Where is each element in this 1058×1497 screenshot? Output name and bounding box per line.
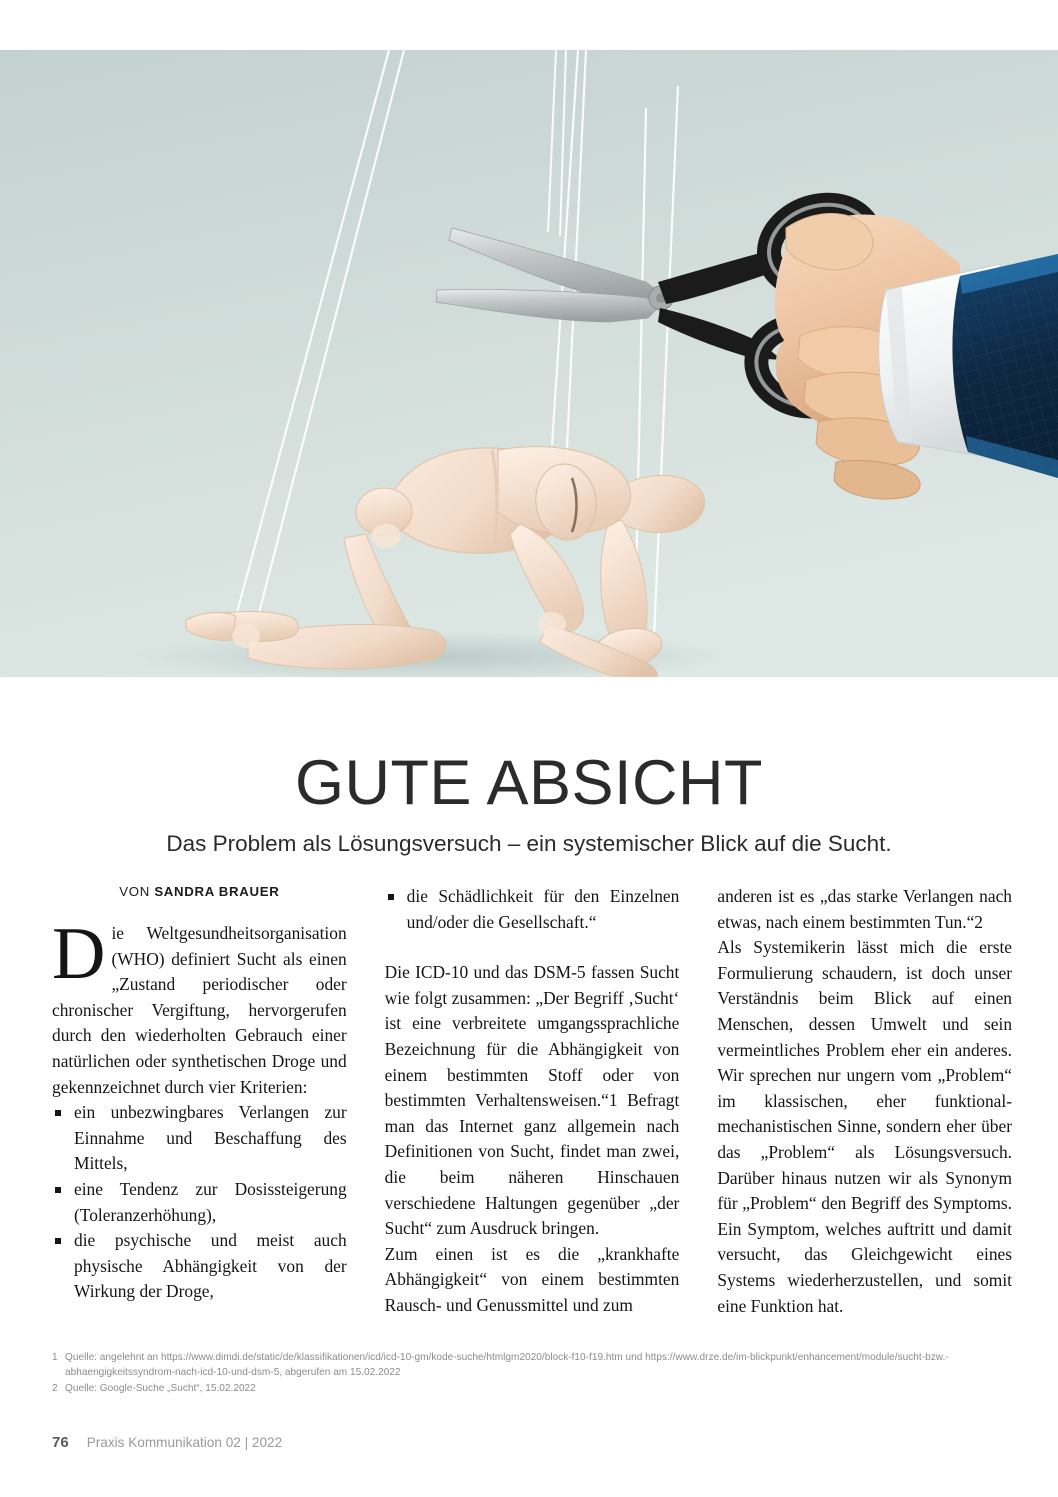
paragraph-verlangen: anderen ist es „das starke Verlangen nach etwas, nach einem bestimmten Tun.“2 [717, 886, 1013, 932]
footnote-number: 2 [52, 1382, 58, 1394]
drop-cap: D [52, 913, 106, 995]
footnote-number: 1 [52, 1352, 58, 1363]
puppet-joint-knee [538, 612, 566, 636]
column-1 [52, 884, 347, 1319]
paragraph-spacer [385, 935, 680, 960]
footnote-text: Quelle: angelehnt an https://www.dimdi.de/static/de/klassifikationen/icd/icd-10-gm/kode-suche/htmlgm2020/block-f10-f19.htm und https://www.drze.de/im-blickpunkt/enhancement/module/sucht-bzw.-abhaengigkeitssyndrom-nach-icd-10-und-dsm-5, abgerufen am 15.02.2022 [65, 1352, 949, 1379]
page-title: GUTE ABSICHT [294, 748, 764, 819]
puppet-joint-shoulder [371, 524, 401, 548]
list-item: eine Tendenz zur Dosissteigerung (Toleranzerhöhung), [52, 1177, 347, 1228]
list-item: die Schädlichkeit für den Einzelnen und/oder die Gesellschaft.“ [385, 884, 680, 935]
article-columns [52, 884, 1012, 1319]
hero-illustration [0, 50, 1058, 677]
suit-sleeve [952, 254, 1058, 478]
footnote-text: Quelle: Google-Suche „Sucht“, 15.02.2022 [65, 1382, 256, 1394]
column-3 [717, 884, 1012, 1319]
footnote-1 [52, 1350, 1012, 1381]
footnotes [52, 1350, 1012, 1396]
paragraph-intro [52, 913, 347, 1100]
list-item: ein unbezwingbares Verlangen zur Einnahme und Beschaffung des Mittels, [52, 1100, 347, 1177]
column-2 [385, 884, 680, 1319]
byline-prefix: VON [119, 884, 150, 899]
paragraph-systemikerin: Als Systemikerin lässt mich die erste Formulierung schaudern, ist doch unser Verständnis beim Blick auf einen Menschen, dessen Umwelt und sein vermeintliches Problem eher ein anderes. Wir sprechen nur ungern vom „Problem“ im klassischen, eher funktional-mechanistischen Sinne, sondern eher über das „Problem“ als Lösungsversuch. Darüber hinaus nutzen wir als Synonym für „Problem“ den Begriff des Symptoms. Ein Symptom, welches auftritt und damit versucht, das Gleichgewicht eines Systems wiederherzustellen, und somit eine Funktion hat. [717, 937, 1013, 1316]
paragraph-krankhafte: Zum einen ist es die „krankhafte Abhängigkeit“ von einem bestimmten Rausch- und Genussmittel und zum [384, 1243, 680, 1315]
paragraph-icd: Die ICD-10 und das DSM-5 fassen Sucht wie folgt zusammen: „Der Begriff ‚Sucht‘ ist eine verbreitete umgangssprachliche Bezeichnung für die Abhängigkeit von einem bestimmten Stoff oder von bestimmten Verhaltensweisen.“1 Befragt man das Internet ganz allgemein nach Definitionen von Sucht, findet man zwei, die beim näheren Hinschauen verschiedene Haltungen gegenüber „der Sucht“ zum Ausdruck bringen. [384, 962, 680, 1239]
page-number: 76 [52, 1434, 69, 1451]
page-footer [52, 1434, 282, 1451]
list-item: die psychische und meist auch physische Abhängigkeit von der Wirkung der Droge, [52, 1228, 347, 1305]
puppet-joint-ankle [232, 624, 260, 648]
page-subtitle: Das Problem als Lösungsversuch – ein systemischer Blick auf die Sucht. [166, 830, 892, 856]
criteria-list-2 [385, 884, 680, 935]
footnote-2 [52, 1381, 1012, 1396]
criteria-list-1 [52, 1100, 347, 1305]
byline-author: SANDRA BRAUER [154, 884, 280, 899]
byline [52, 884, 347, 899]
publication-title: Praxis Kommunikation 02 | 2022 [86, 1435, 283, 1450]
paragraph-text: ie Weltgesundheitsorganisation (WHO) definiert Sucht als einen „Zustand periodischer oder chronischer Vergiftung, hervorgerufen durch den wiederholten Gebrauch einer natürlichen oder synthetischen Droge und gekennzeichnet durch vier Kriterien: [52, 923, 347, 1097]
hero-photo [0, 50, 1058, 677]
